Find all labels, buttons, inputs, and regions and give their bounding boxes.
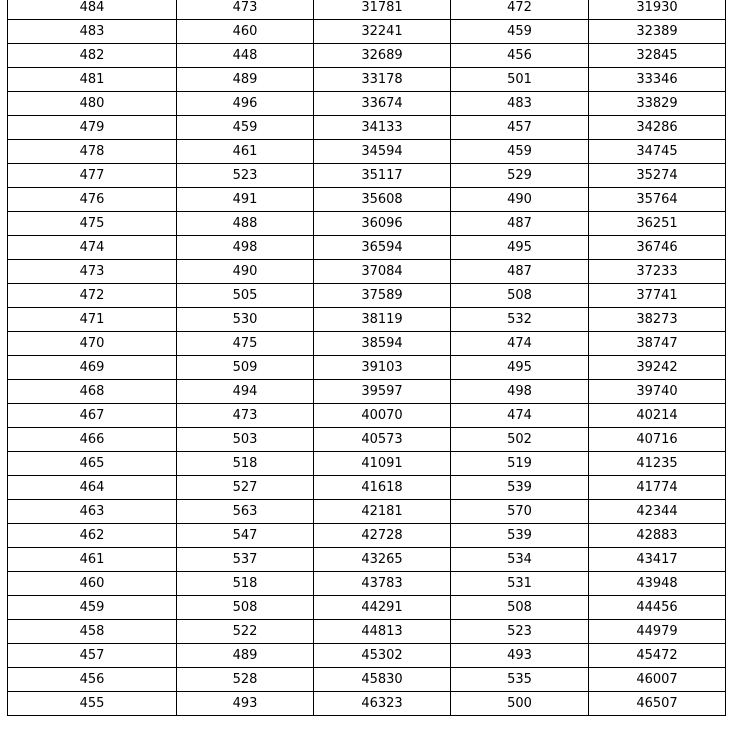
- cumulative-a-cell: 45830: [314, 668, 451, 692]
- count-a-cell: 498: [177, 236, 314, 260]
- cumulative-a-cell: 35608: [314, 188, 451, 212]
- score-cell: 463: [8, 500, 177, 524]
- score-cell: 455: [8, 692, 177, 716]
- cumulative-a-cell: 38119: [314, 308, 451, 332]
- score-cell: 471: [8, 308, 177, 332]
- score-cell: 474: [8, 236, 177, 260]
- table-row: [8, 548, 726, 572]
- table-row: [8, 284, 726, 308]
- cumulative-a-cell: 44813: [314, 620, 451, 644]
- count-a-cell: 448: [177, 44, 314, 68]
- cumulative-a-cell: 35117: [314, 164, 451, 188]
- cumulative-b-cell: 39242: [589, 356, 726, 380]
- cumulative-b-cell: 44456: [589, 596, 726, 620]
- table-row: [8, 68, 726, 92]
- cumulative-a-cell: 42728: [314, 524, 451, 548]
- count-a-cell: 508: [177, 596, 314, 620]
- cumulative-a-cell: 42181: [314, 500, 451, 524]
- cumulative-a-cell: 39103: [314, 356, 451, 380]
- count-b-cell: 495: [451, 356, 589, 380]
- table-row: [8, 668, 726, 692]
- cumulative-b-cell: 42883: [589, 524, 726, 548]
- cumulative-b-cell: 46007: [589, 668, 726, 692]
- cumulative-b-cell: 35764: [589, 188, 726, 212]
- cumulative-b-cell: 37233: [589, 260, 726, 284]
- score-cell: 458: [8, 620, 177, 644]
- score-cell: 464: [8, 476, 177, 500]
- table-row: [8, 116, 726, 140]
- count-b-cell: 529: [451, 164, 589, 188]
- count-a-cell: 518: [177, 572, 314, 596]
- count-b-cell: 539: [451, 524, 589, 548]
- cumulative-b-cell: 44979: [589, 620, 726, 644]
- table-row: [8, 428, 726, 452]
- score-table: [7, 0, 726, 716]
- score-cell: 473: [8, 260, 177, 284]
- cumulative-a-cell: 39597: [314, 380, 451, 404]
- score-cell: 456: [8, 668, 177, 692]
- cumulative-a-cell: 33674: [314, 92, 451, 116]
- table-row: [8, 140, 726, 164]
- cumulative-b-cell: 38747: [589, 332, 726, 356]
- count-b-cell: 534: [451, 548, 589, 572]
- score-cell: 475: [8, 212, 177, 236]
- table-row: [8, 356, 726, 380]
- cumulative-a-cell: 36594: [314, 236, 451, 260]
- table-row: [8, 620, 726, 644]
- count-b-cell: 500: [451, 692, 589, 716]
- count-a-cell: 489: [177, 68, 314, 92]
- score-cell: 484: [8, 0, 177, 20]
- count-b-cell: 539: [451, 476, 589, 500]
- table-row: [8, 20, 726, 44]
- cumulative-b-cell: 31930: [589, 0, 726, 20]
- table-row: [8, 404, 726, 428]
- score-cell: 481: [8, 68, 177, 92]
- score-cell: 465: [8, 452, 177, 476]
- table-row: [8, 692, 726, 716]
- count-a-cell: 490: [177, 260, 314, 284]
- table-row: [8, 44, 726, 68]
- cumulative-a-cell: 41091: [314, 452, 451, 476]
- count-a-cell: 509: [177, 356, 314, 380]
- count-b-cell: 483: [451, 92, 589, 116]
- score-cell: 468: [8, 380, 177, 404]
- count-a-cell: 473: [177, 0, 314, 20]
- count-a-cell: 461: [177, 140, 314, 164]
- count-a-cell: 523: [177, 164, 314, 188]
- count-a-cell: 489: [177, 644, 314, 668]
- count-a-cell: 527: [177, 476, 314, 500]
- count-b-cell: 474: [451, 332, 589, 356]
- cumulative-b-cell: 33346: [589, 68, 726, 92]
- cumulative-a-cell: 43783: [314, 572, 451, 596]
- count-b-cell: 472: [451, 0, 589, 20]
- cumulative-b-cell: 32845: [589, 44, 726, 68]
- cumulative-b-cell: 37741: [589, 284, 726, 308]
- cumulative-b-cell: 42344: [589, 500, 726, 524]
- cumulative-b-cell: 33829: [589, 92, 726, 116]
- count-b-cell: 457: [451, 116, 589, 140]
- cumulative-a-cell: 46323: [314, 692, 451, 716]
- count-b-cell: 456: [451, 44, 589, 68]
- cumulative-a-cell: 32689: [314, 44, 451, 68]
- table-row: [8, 188, 726, 212]
- count-b-cell: 532: [451, 308, 589, 332]
- table-row: [8, 572, 726, 596]
- cumulative-b-cell: 35274: [589, 164, 726, 188]
- count-a-cell: 522: [177, 620, 314, 644]
- cumulative-a-cell: 45302: [314, 644, 451, 668]
- cumulative-a-cell: 41618: [314, 476, 451, 500]
- table-row: [8, 644, 726, 668]
- score-cell: 461: [8, 548, 177, 572]
- cumulative-a-cell: 40573: [314, 428, 451, 452]
- table-row: [8, 212, 726, 236]
- table-row: [8, 596, 726, 620]
- score-cell: 476: [8, 188, 177, 212]
- cumulative-b-cell: 46507: [589, 692, 726, 716]
- cumulative-a-cell: 34133: [314, 116, 451, 140]
- score-cell: 478: [8, 140, 177, 164]
- cumulative-a-cell: 40070: [314, 404, 451, 428]
- score-cell: 466: [8, 428, 177, 452]
- score-cell: 462: [8, 524, 177, 548]
- count-a-cell: 473: [177, 404, 314, 428]
- score-cell: 470: [8, 332, 177, 356]
- count-a-cell: 547: [177, 524, 314, 548]
- cumulative-b-cell: 32389: [589, 20, 726, 44]
- cumulative-b-cell: 41235: [589, 452, 726, 476]
- count-b-cell: 523: [451, 620, 589, 644]
- cumulative-a-cell: 36096: [314, 212, 451, 236]
- count-b-cell: 495: [451, 236, 589, 260]
- count-a-cell: 475: [177, 332, 314, 356]
- table-row: [8, 332, 726, 356]
- cumulative-b-cell: 38273: [589, 308, 726, 332]
- table-row: [8, 164, 726, 188]
- count-b-cell: 459: [451, 140, 589, 164]
- cumulative-b-cell: 40214: [589, 404, 726, 428]
- table-body: [8, 0, 726, 716]
- cumulative-b-cell: 36746: [589, 236, 726, 260]
- table-row: [8, 92, 726, 116]
- cumulative-b-cell: 34286: [589, 116, 726, 140]
- count-b-cell: 508: [451, 596, 589, 620]
- count-b-cell: 498: [451, 380, 589, 404]
- count-a-cell: 518: [177, 452, 314, 476]
- table-row: [8, 452, 726, 476]
- cumulative-b-cell: 40716: [589, 428, 726, 452]
- score-cell: 482: [8, 44, 177, 68]
- cumulative-a-cell: 43265: [314, 548, 451, 572]
- score-cell: 472: [8, 284, 177, 308]
- count-a-cell: 493: [177, 692, 314, 716]
- count-b-cell: 535: [451, 668, 589, 692]
- count-a-cell: 460: [177, 20, 314, 44]
- count-a-cell: 563: [177, 500, 314, 524]
- score-cell: 467: [8, 404, 177, 428]
- count-b-cell: 459: [451, 20, 589, 44]
- score-cell: 469: [8, 356, 177, 380]
- table-row: [8, 0, 726, 20]
- cumulative-b-cell: 36251: [589, 212, 726, 236]
- cumulative-a-cell: 31781: [314, 0, 451, 20]
- count-a-cell: 530: [177, 308, 314, 332]
- count-b-cell: 501: [451, 68, 589, 92]
- cumulative-a-cell: 33178: [314, 68, 451, 92]
- cumulative-b-cell: 41774: [589, 476, 726, 500]
- table-row: [8, 380, 726, 404]
- count-b-cell: 487: [451, 212, 589, 236]
- table-row: [8, 308, 726, 332]
- cumulative-a-cell: 38594: [314, 332, 451, 356]
- count-b-cell: 474: [451, 404, 589, 428]
- score-cell: 483: [8, 20, 177, 44]
- table-row: [8, 500, 726, 524]
- cumulative-a-cell: 44291: [314, 596, 451, 620]
- count-b-cell: 508: [451, 284, 589, 308]
- table-row: [8, 476, 726, 500]
- count-b-cell: 519: [451, 452, 589, 476]
- count-a-cell: 491: [177, 188, 314, 212]
- table-row: [8, 236, 726, 260]
- cumulative-a-cell: 32241: [314, 20, 451, 44]
- count-a-cell: 494: [177, 380, 314, 404]
- cumulative-a-cell: 37084: [314, 260, 451, 284]
- cumulative-a-cell: 37589: [314, 284, 451, 308]
- score-cell: 459: [8, 596, 177, 620]
- cumulative-b-cell: 43417: [589, 548, 726, 572]
- score-cell: 460: [8, 572, 177, 596]
- count-b-cell: 531: [451, 572, 589, 596]
- count-a-cell: 488: [177, 212, 314, 236]
- count-b-cell: 490: [451, 188, 589, 212]
- table-row: [8, 524, 726, 548]
- count-a-cell: 505: [177, 284, 314, 308]
- count-b-cell: 502: [451, 428, 589, 452]
- count-b-cell: 493: [451, 644, 589, 668]
- count-a-cell: 496: [177, 92, 314, 116]
- cumulative-b-cell: 39740: [589, 380, 726, 404]
- score-cell: 479: [8, 116, 177, 140]
- score-cell: 457: [8, 644, 177, 668]
- score-cell: 477: [8, 164, 177, 188]
- count-b-cell: 487: [451, 260, 589, 284]
- cumulative-b-cell: 34745: [589, 140, 726, 164]
- score-cell: 480: [8, 92, 177, 116]
- cumulative-a-cell: 34594: [314, 140, 451, 164]
- cumulative-b-cell: 45472: [589, 644, 726, 668]
- count-a-cell: 528: [177, 668, 314, 692]
- count-a-cell: 537: [177, 548, 314, 572]
- table-row: [8, 260, 726, 284]
- count-a-cell: 503: [177, 428, 314, 452]
- count-a-cell: 459: [177, 116, 314, 140]
- cumulative-b-cell: 43948: [589, 572, 726, 596]
- count-b-cell: 570: [451, 500, 589, 524]
